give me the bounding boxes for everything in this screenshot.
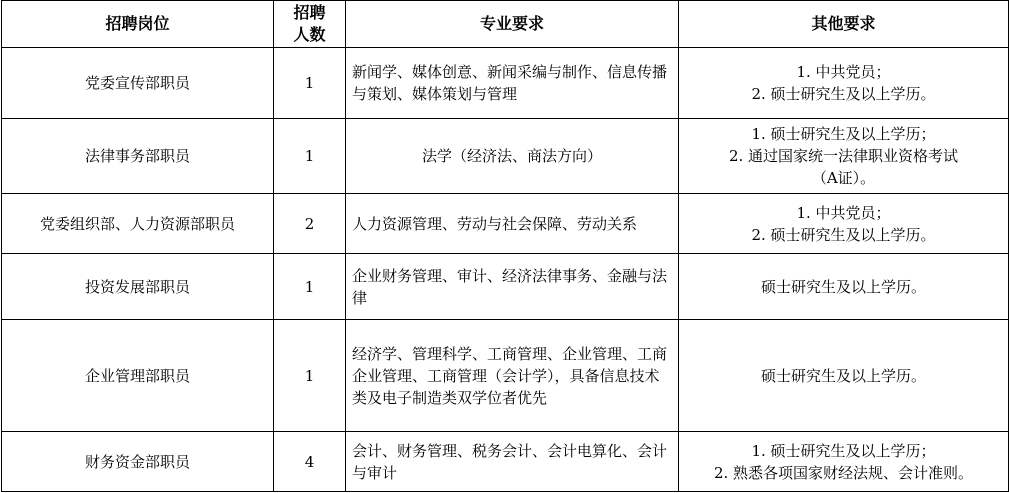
cell-other <box>679 194 1009 254</box>
major-text: 法学（经济法、商法方向） <box>421 147 602 165</box>
cell-major <box>346 119 679 194</box>
cell-other <box>679 119 1009 194</box>
cell-count: 1 <box>274 119 346 194</box>
table-header-row <box>2 1 1009 48</box>
cell-other <box>679 254 1009 320</box>
table-row <box>2 432 1009 492</box>
table-row <box>2 254 1009 320</box>
cell-position: 企业管理部职员 <box>2 320 274 432</box>
header-count-line1: 招聘 <box>293 3 326 22</box>
header-count <box>274 1 346 48</box>
cell-position: 党委宣传部职员 <box>2 48 274 119</box>
other-line: 2. 熟悉各项国家财经法规、会计准则。 <box>713 463 974 482</box>
cell-count: 1 <box>274 48 346 119</box>
table-row <box>2 48 1009 119</box>
other-line: 2. 硕士研究生及以上学历。 <box>751 225 936 244</box>
major-text: 新闻学、媒体创意、新闻采编与制作、信息传播与策划、媒体策划与管理 <box>352 63 668 103</box>
cell-major <box>346 432 679 492</box>
other-line: 硕士研究生及以上学历。 <box>760 277 926 296</box>
cell-position: 投资发展部职员 <box>2 254 274 320</box>
header-other: 其他要求 <box>679 1 1009 48</box>
other-line: 硕士研究生及以上学历。 <box>760 366 926 385</box>
cell-other <box>679 320 1009 432</box>
major-text: 经济学、管理科学、工商管理、企业管理、工商企业管理、工商管理（会计学），具备信息技术类及电子制造类双学位者优先 <box>352 344 668 407</box>
cell-major <box>346 48 679 119</box>
cell-count: 2 <box>274 194 346 254</box>
cell-other <box>679 432 1009 492</box>
header-major: 专业要求 <box>346 1 679 48</box>
major-text: 人力资源管理、劳动与社会保障、劳动关系 <box>352 214 638 233</box>
recruitment-table <box>1 0 1009 492</box>
other-line: 2. 硕士研究生及以上学历。 <box>751 85 936 103</box>
cell-major <box>346 254 679 320</box>
other-line: 1. 硕士研究生及以上学历； <box>751 125 936 143</box>
other-line: 1. 硕士研究生及以上学历； <box>751 441 936 460</box>
other-line: 1. 中共党员； <box>796 63 891 81</box>
table-row <box>2 320 1009 432</box>
header-position: 招聘岗位 <box>2 1 274 48</box>
cell-position: 法律事务部职员 <box>2 119 274 194</box>
cell-major <box>346 320 679 432</box>
cell-count: 4 <box>274 432 346 492</box>
cell-count: 1 <box>274 254 346 320</box>
major-text: 会计、财务管理、税务会计、会计电算化、会计与审计 <box>352 441 668 482</box>
cell-position: 财务资金部职员 <box>2 432 274 492</box>
other-line: 2. 通过国家统一法律职业资格考试 <box>728 147 959 165</box>
cell-other <box>679 48 1009 119</box>
table-row <box>2 119 1009 194</box>
table-row <box>2 194 1009 254</box>
header-count-line2: 人数 <box>293 25 326 44</box>
other-line: 1. 中共党员； <box>796 203 891 222</box>
major-text: 企业财务管理、审计、经济法律事务、金融与法律 <box>352 266 668 307</box>
cell-major <box>346 194 679 254</box>
other-line: （A证）。 <box>811 169 876 187</box>
cell-count: 1 <box>274 320 346 432</box>
cell-position: 党委组织部、人力资源部职员 <box>2 194 274 254</box>
